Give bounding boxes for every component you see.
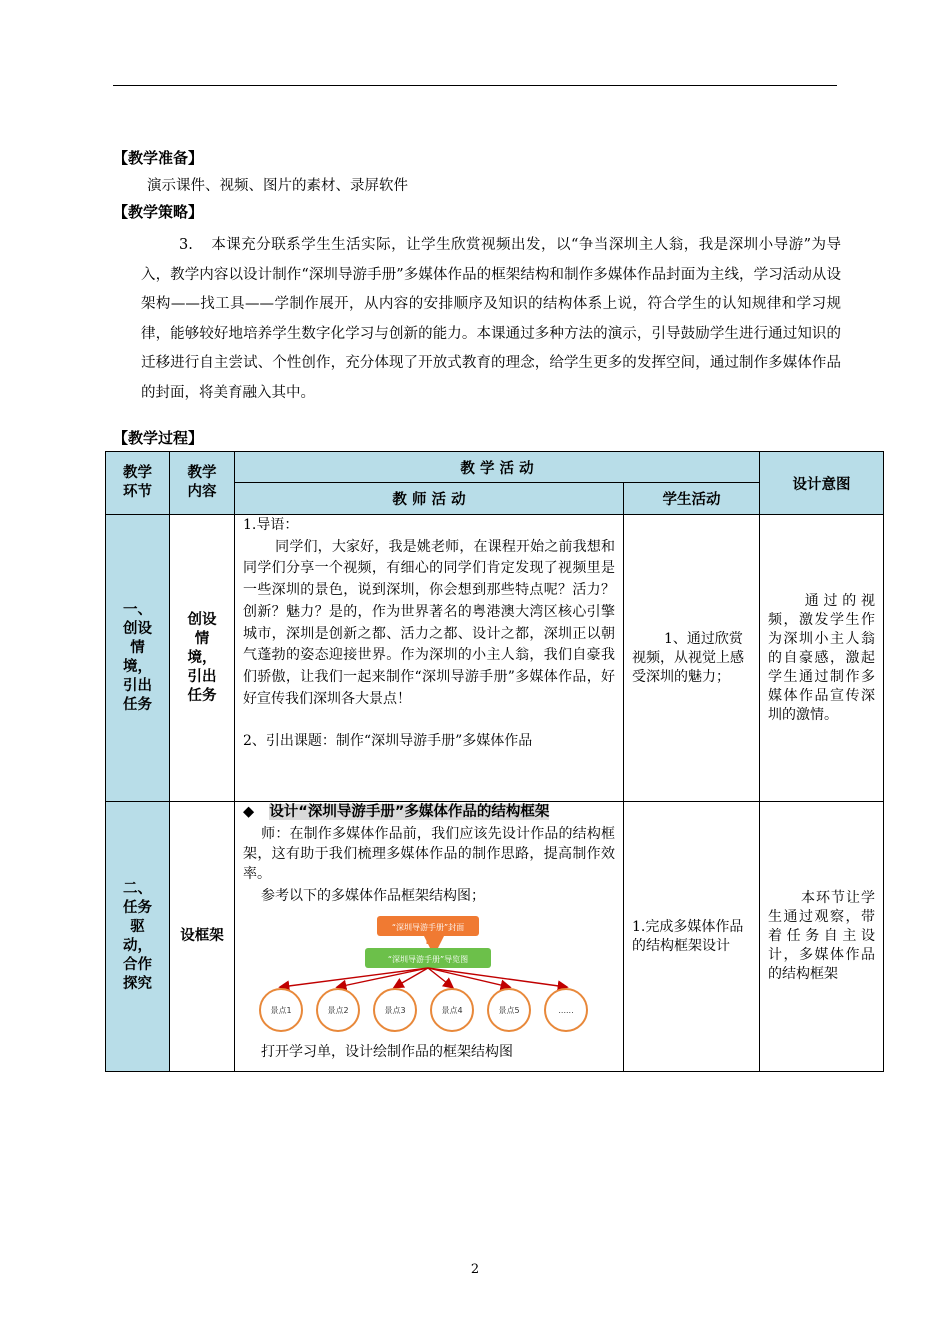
header-stage: 教学环节 [106,452,170,515]
diagram-spot-label-5: 景点5 [498,1006,520,1015]
diagram-nav-label: “深圳导游手册”导览图 [387,955,469,964]
diamond-bullet-icon: ◆ [243,804,255,820]
strategy-number: 3. [179,237,193,253]
row2-teacher-activity [235,802,624,1072]
row2-teacher-body-wrap [243,824,615,884]
row1-intent: 通过的视频，激发学生作为深圳小主人翁的自豪感，激起学生通过制作多媒体作品宣传深圳的激情。 [760,515,884,802]
strategy-text: 本课充分联系学生生活实际，让学生欣赏视频出发，以“争当深圳主人翁，我是深圳小导游”为导入，教学内容以设计制作“深圳导游手册”多媒体作品的框架结构和制作多媒体作品封面为主线，学习活动从设架构——找工具——学制作展开，从内容的安排顺序及知识的结构体系上说，符合学生的认知规律和学习规律，能够较好地培养学生数字化学习与创新的能力。本课通过多种方法的演示，引导鼓励学生进行通过知识的迁移进行自主尝试、个性创作，充分体现了开放式教育的理念，给学生更多的发挥空间，通过制作多媒体作品的封面，将美育融入其中。 [141,237,841,401]
row2-teacher-body: 师：在制作多媒体作品前，我们应该先设计作品的结构框架，这有助于我们梳理多媒体作品的制作思路，提高制作效率。 [243,826,615,882]
process-table [105,451,884,1072]
header-content: 教学内容 [170,452,235,515]
row2-teacher-footer-wrap [243,1042,615,1062]
row2-teacher-title: 设计“深圳导游手册”多媒体作品的结构框架 [269,804,550,820]
diagram-spot-label-6: ...... [558,1006,574,1015]
row2-stage: 二、任务驱动，合作探究 [106,802,170,1072]
row1-teacher-footer: 2、引出课题：制作“深圳导游手册”多媒体作品 [243,733,533,750]
diagram-spot-label-2: 景点2 [327,1006,349,1015]
row1-teacher-body: 同学们，大家好，我是姚老师，在课程开始之前我想和同学们分享一个视频，有细心的同学们肯定发现了视频里是一些深圳的景色，说到深圳，你会想到那些特点呢？活力？创新？魅力？是的，作为世界著名的粤港澳大湾区核心引擎城市，深圳是创新之都、活力之都、设计之都，深圳正以朝气蓬勃的姿态迎接世界。作为深圳的小主人翁，我们自豪我们骄傲，让我们一起来制作“深圳导游手册”多媒体作品，好好宣传我们深圳各大景点！ [243,538,615,707]
row1-teacher-activity [235,515,624,802]
prep-heading: 【教学准备】 [113,149,204,167]
strategy-paragraph [141,231,841,408]
diagram-spot-label-1: 景点1 [270,1006,292,1015]
header-intent: 设计意图 [760,452,884,515]
row2-teacher-ref: 参考以下的多媒体作品框架结构图； [261,888,485,904]
header-rule [113,85,837,86]
row2-teacher-footer: 打开学习单，设计绘制作品的框架结构图 [261,1044,513,1060]
prep-text: 演示课件、视频、图片的素材、录屏软件 [147,178,408,194]
row1-teacher-body-wrap [243,537,615,711]
page-number: 2 [470,1262,480,1277]
process-heading: 【教学过程】 [113,429,204,447]
row1-stage: 一、创设情境，引出任务 [106,515,170,802]
header-activity: 教 学 活 动 [235,452,760,483]
framework-diagram [259,910,599,1040]
diagram-cover-label: “深圳导游手册”封面 [391,923,465,932]
row2-intent: 本环节让学生通过观察，带着任务自主设计，多媒体作品的结构框架 [760,802,884,1072]
row1-student: 1、通过欣赏视频，从视觉上感受深圳的魅力； [624,515,760,802]
header-teacher: 教 师 活 动 [235,483,624,515]
diagram-spot-label-3: 景点3 [384,1006,406,1015]
strategy-heading: 【教学策略】 [113,203,204,221]
header-student: 学生活动 [624,483,760,515]
row2-content: 设框架 [170,802,235,1072]
diagram-spot-label-4: 景点4 [441,1006,463,1015]
row2-teacher-ref-wrap [243,886,615,906]
row1-teacher-title: 1.导语： [243,517,299,533]
row1-content: 创设情境，引出任务 [170,515,235,802]
row2-teacher-title-line [243,802,615,822]
row2-student: 1.完成多媒体作品的结构框架设计 [624,802,760,1072]
